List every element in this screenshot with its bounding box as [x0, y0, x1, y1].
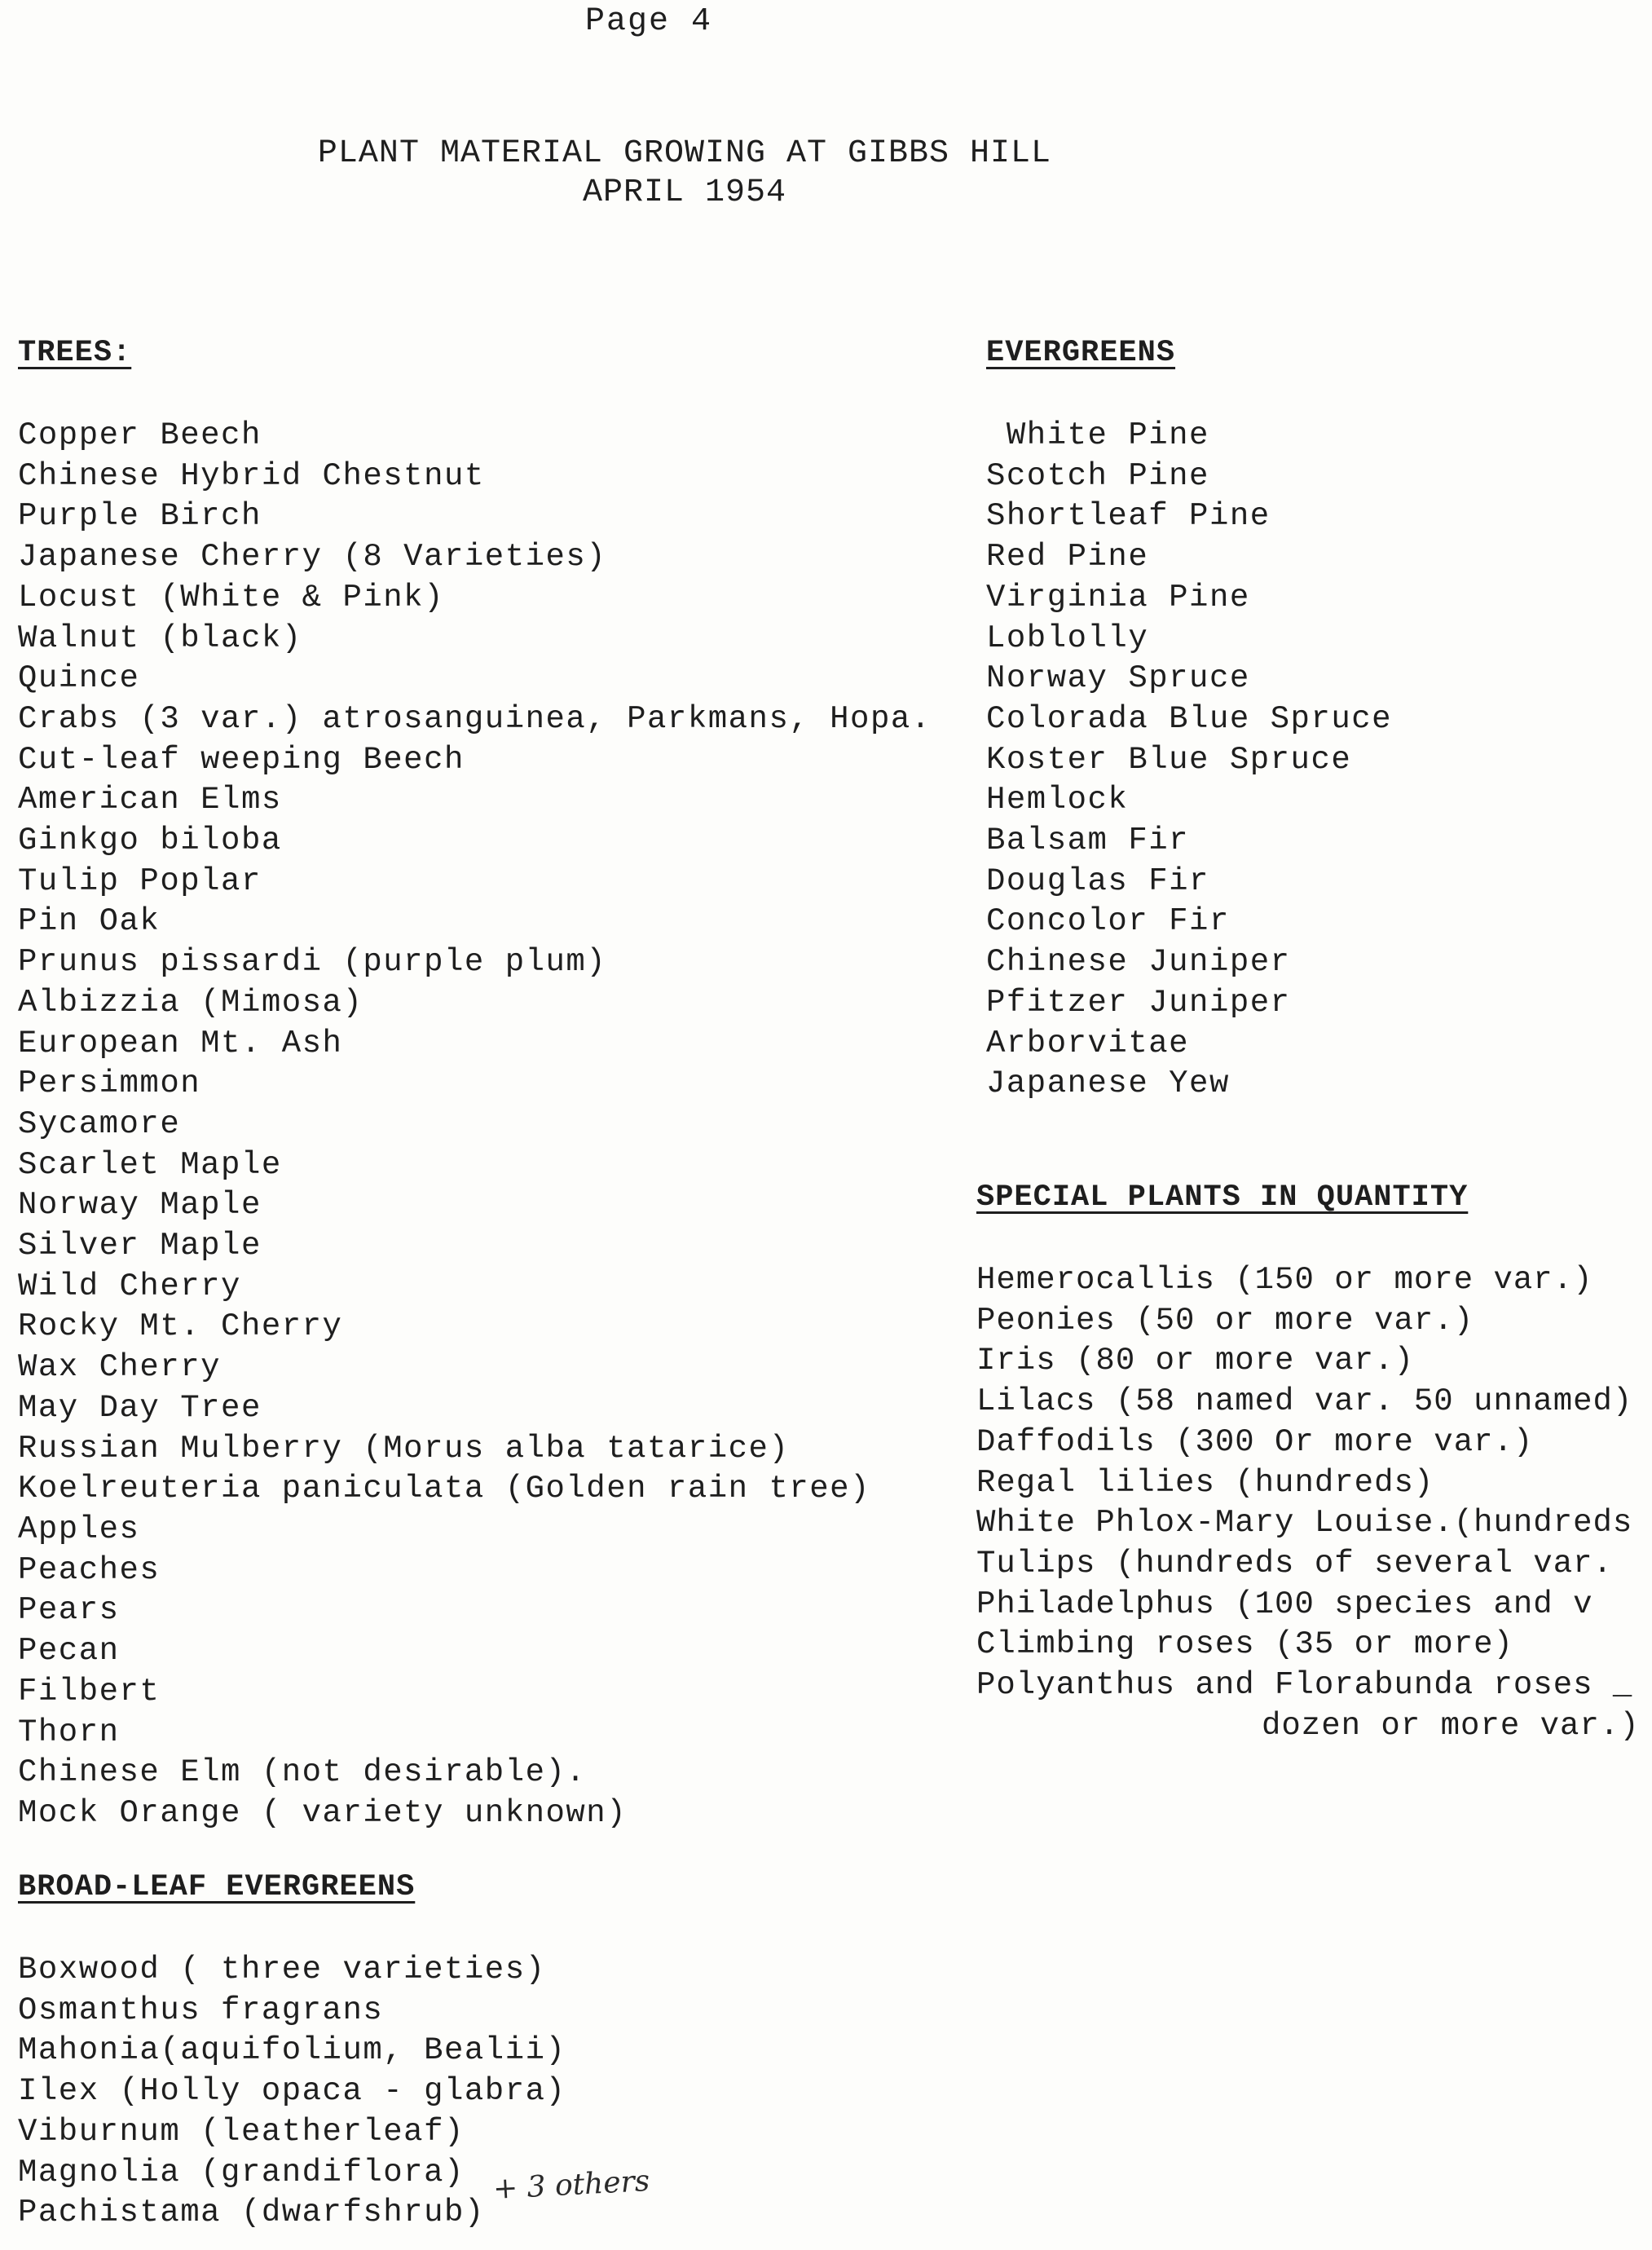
list-item: Wild Cherry — [18, 1268, 241, 1304]
list-item: Scarlet Maple — [18, 1146, 282, 1183]
list-item: Pachistama (dwarfshrub) — [18, 2195, 485, 2231]
list-item: Philadelphus (100 species and v — [976, 1586, 1593, 1622]
list-item: Shortleaf Pine — [986, 498, 1271, 535]
list-item: Silver Maple — [18, 1228, 262, 1264]
special-plants-heading: SPECIAL PLANTS IN QUANTITY — [976, 1180, 1469, 1215]
list-item: Polyanthus and Florabunda roses _ — [976, 1667, 1633, 1704]
title-line-2: APRIL 1954 — [582, 174, 787, 211]
list-item: Peonies (50 or more var.) — [976, 1302, 1474, 1339]
list-item: Wax Cherry — [18, 1349, 222, 1386]
list-item: Japanese Yew — [986, 1065, 1230, 1102]
list-item: Loblolly — [986, 620, 1149, 656]
list-item: Cut-leaf weeping Beech — [18, 741, 465, 778]
list-item: Douglas Fir — [986, 862, 1209, 899]
list-item: Japanese Cherry (8 Varieties) — [18, 539, 607, 576]
list-item: Boxwood ( three varieties) — [18, 1952, 546, 1988]
list-item: Crabs (3 var.) atrosanguinea, Parkmans, Hopa. — [18, 700, 932, 737]
list-item: Tulip Poplar — [18, 862, 262, 899]
list-item: Scotch Pine — [986, 457, 1209, 494]
list-item: Ginkgo biloba — [18, 823, 282, 859]
list-item: Pears — [18, 1592, 120, 1629]
list-item: Prunus pissardi (purple plum) — [18, 944, 607, 981]
list-item: Chinese Elm (not desirable). — [18, 1754, 587, 1791]
list-item: Tulips (hundreds of several var. — [976, 1545, 1613, 1582]
list-item: Sycamore — [18, 1105, 181, 1142]
trees-list — [18, 416, 932, 1834]
list-item: American Elms — [18, 782, 282, 818]
list-item: White Pine — [986, 417, 1209, 453]
list-item: Mahonia(aquifolium, Bealii) — [18, 2032, 566, 2069]
title-line-1: PLANT MATERIAL GROWING AT GIBBS HILL — [317, 135, 1052, 172]
list-item: Norway Spruce — [986, 660, 1250, 697]
evergreens-list — [986, 416, 1392, 1105]
list-item: Koelreuteria paniculata (Golden rain tree) — [18, 1471, 870, 1507]
list-item: Balsam Fir — [986, 823, 1190, 859]
list-item: White Phlox-Mary Louise.(hundreds — [976, 1505, 1633, 1542]
list-item: Regal lilies (hundreds) — [976, 1464, 1434, 1501]
list-item: Hemerocallis (150 or more var.) — [976, 1262, 1593, 1298]
list-item-continuation: dozen or more var.) — [1262, 1707, 1640, 1744]
list-item: Climbing roses (35 or more) — [976, 1626, 1513, 1663]
list-item: European Mt. Ash — [18, 1025, 343, 1061]
list-item: Persimmon — [18, 1065, 201, 1102]
list-item: Viburnum (leatherleaf) — [18, 2113, 465, 2150]
broadleaf-heading: BROAD-LEAF EVERGREENS — [18, 1870, 416, 1904]
list-item: Red Pine — [986, 539, 1149, 576]
special-plants-list — [976, 1260, 1640, 1746]
trees-section — [18, 336, 932, 1834]
list-item: Ilex (Holly opaca - glabra) — [18, 2073, 566, 2110]
list-item: Magnolia (grandiflora) — [18, 2154, 465, 2190]
list-item: Virginia Pine — [986, 579, 1250, 615]
list-item: Filbert — [18, 1673, 161, 1710]
list-item: Hemlock — [986, 782, 1129, 818]
list-item: Daffodils (300 Or more var.) — [976, 1423, 1534, 1460]
evergreens-heading: EVERGREENS — [986, 336, 1176, 370]
page-number: Page 4 — [585, 3, 713, 40]
list-item: Purple Birch — [18, 498, 262, 535]
list-item: Rocky Mt. Cherry — [18, 1308, 343, 1345]
list-item: Colorada Blue Spruce — [986, 700, 1393, 737]
evergreens-section — [986, 336, 1392, 1105]
list-item: Iris (80 or more var.) — [976, 1343, 1414, 1379]
list-item: Concolor Fir — [986, 903, 1230, 940]
list-item: Pfitzer Juniper — [986, 984, 1291, 1021]
list-item: Copper Beech — [18, 417, 262, 453]
list-item: Chinese Juniper — [986, 944, 1291, 981]
list-item: Norway Maple — [18, 1187, 262, 1224]
list-item: Koster Blue Spruce — [986, 741, 1352, 778]
special-plants-section — [976, 1180, 1640, 1746]
trees-heading: TREES: — [18, 336, 132, 370]
broadleaf-list — [18, 1950, 566, 2234]
list-item: Russian Mulberry (Morus alba tatarice) — [18, 1430, 790, 1467]
list-item: Walnut (black) — [18, 620, 302, 656]
list-item: Mock Orange ( variety unknown) — [18, 1794, 628, 1831]
handwritten-annotation: + 3 others — [492, 2164, 651, 2207]
list-item: Thorn — [18, 1714, 120, 1750]
list-item: Lilacs (58 named var. 50 unnamed) — [976, 1383, 1633, 1420]
list-item: May Day Tree — [18, 1389, 262, 1426]
list-item: Quince — [18, 660, 140, 697]
list-item: Apples — [18, 1511, 140, 1547]
list-item: Pin Oak — [18, 903, 161, 940]
list-item: Osmanthus fragrans — [18, 1992, 384, 2028]
list-item: Locust (White & Pink) — [18, 579, 444, 615]
document-title — [310, 135, 1059, 213]
list-item: Pecan — [18, 1633, 120, 1670]
broadleaf-section — [18, 1870, 566, 2234]
list-item: Chinese Hybrid Chestnut — [18, 457, 485, 494]
list-item: Arborvitae — [986, 1025, 1190, 1061]
list-item: Peaches — [18, 1551, 161, 1588]
list-item: Albizzia (Mimosa) — [18, 984, 363, 1021]
